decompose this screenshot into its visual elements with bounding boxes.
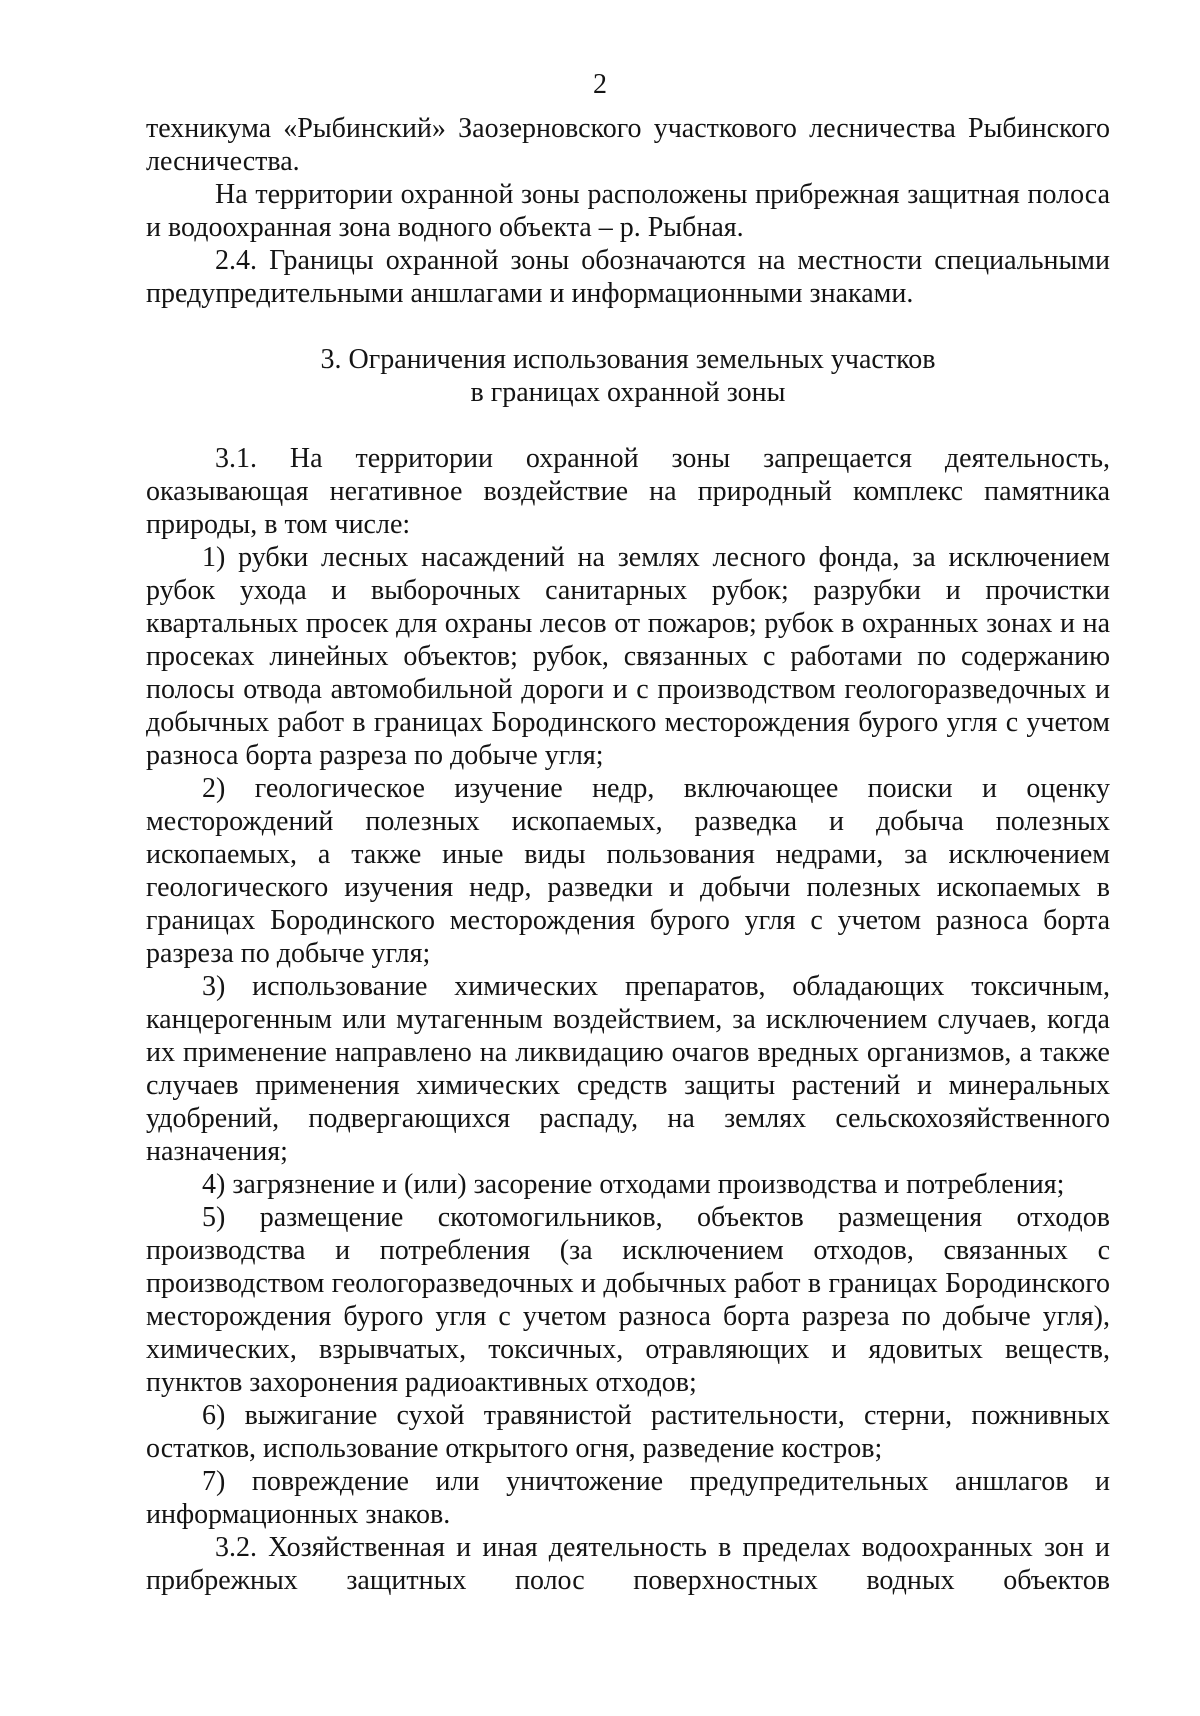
list-item-4: 4) загрязнение и (или) засорение отходами производства и потребления; <box>202 1169 1065 1200</box>
section-3-heading <box>146 343 1110 409</box>
paragraph-continuation: техникума «Рыбинский» Заозерновского участкового лесничества Рыбинского лесничества. <box>146 113 1110 177</box>
page-number: 2 <box>593 69 607 100</box>
paragraph-2-4: 2.4. Границы охранной зоны обозначаются на местности специальными предупредительными аншлагами и информационными знаками. <box>146 245 1110 309</box>
section-3-heading-line-1: 3. Ограничения использования земельных участков <box>320 344 936 375</box>
document-body <box>146 112 1110 1597</box>
paragraph-3-2: 3.2. Хозяйственная и иная деятельность в пределах водоохранных зон и прибрежных защитных полос поверхностных водных объектов <box>146 1532 1110 1596</box>
list-item-5: 5) размещение скотомогильников, объектов размещения отходов производства и потребления (за исключением отходов, связанных с производством геологоразведочных и добычных работ в границах Бородинского месторождения бурого угля с учетом разноса борта разреза по добыче угля), химических, взрывчатых, токсичных, отравляющих и ядовитых веществ, пунктов захоронения радиоактивных отходов; <box>146 1202 1110 1398</box>
list-item-1: 1) рубки лесных насаждений на землях лесного фонда, за исключением рубок ухода и выборочных санитарных рубок; разрубки и прочистки квартальных просек для охраны лесов от пожаров; рубок в охранных зонах и на просеках линейных объектов; рубок, связанных с работами по содержанию полосы отвода автомобильной дороги и с производством геологоразведочных и добычных работ в границах Бородинского месторождения бурого угля с учетом разноса борта разреза по добыче угля; <box>146 542 1110 771</box>
list-item-2: 2) геологическое изучение недр, включающее поиски и оценку месторождений полезных ископаемых, разведка и добыча полезных ископаемых, а также иные виды пользования недрами, за исключением геологического изучения недр, разведки и добычи полезных ископаемых в границах Бородинского месторождения бурого угля с учетом разноса борта разреза по добыче угля; <box>146 773 1110 969</box>
paragraph-protected-zone: На территории охранной зоны расположены прибрежная защитная полоса и водоохранная зона водного объекта – р. Рыбная. <box>146 179 1110 243</box>
section-3-heading-line-2: в границах охранной зоны <box>470 377 786 408</box>
list-item-7: 7) повреждение или уничтожение предупредительных аншлагов и информационных знаков. <box>146 1466 1110 1530</box>
list-item-6: 6) выжигание сухой травянистой растительности, стерни, пожнивных остатков, использование открытого огня, разведение костров; <box>146 1400 1110 1464</box>
list-item-3: 3) использование химических препаратов, обладающих токсичным, канцерогенным или мутагенным воздействием, за исключением случаев, когда их применение направлено на ликвидацию очагов вредных организмов, а также случаев применения химических средств защиты растений и минеральных удобрений, подвергающихся распаду, на землях сельскохозяйственного назначения; <box>146 971 1110 1167</box>
paragraph-3-1: 3.1. На территории охранной зоны запрещается деятельность, оказывающая негативное воздействие на природный комплекс памятника природы, в том числе: <box>146 443 1110 540</box>
